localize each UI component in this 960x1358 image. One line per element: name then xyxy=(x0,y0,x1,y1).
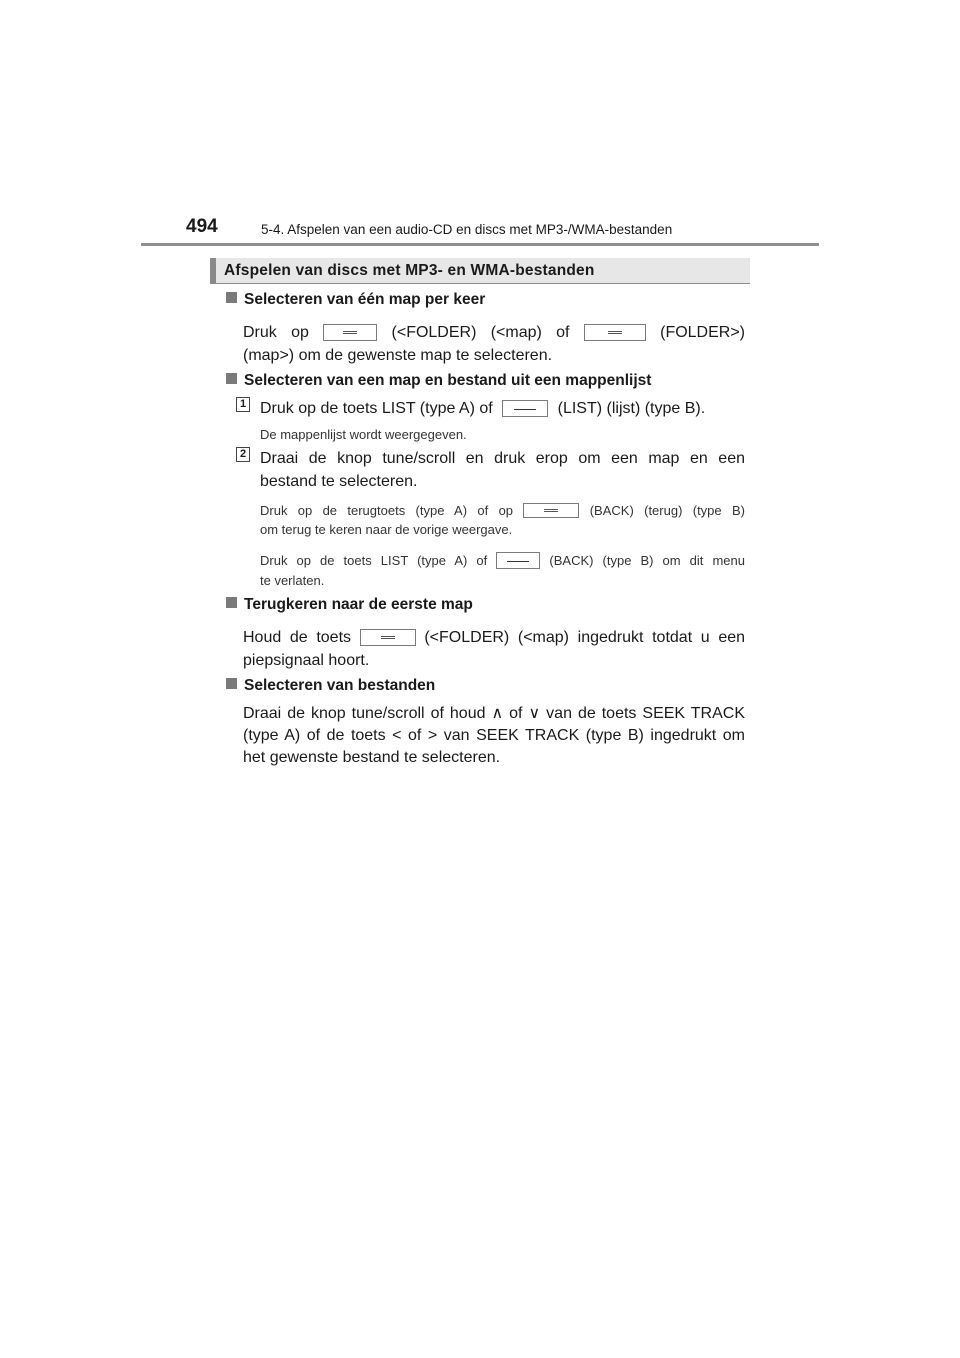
step2-text-line2: bestand te selecteren. xyxy=(260,473,418,490)
button-glyph xyxy=(608,331,622,334)
paragraph-select-folder-line1: Druk op (<FOLDER) (<map) of (FOLDER>) xyxy=(243,324,746,341)
header-divider xyxy=(141,243,819,246)
back-button-b-icon xyxy=(496,552,540,569)
step1-text: Druk op de toets LIST (type A) of (LIST) (lijst) (type B). xyxy=(260,400,706,417)
subheading-first-folder: Terugkeren naar de eerste map xyxy=(226,596,473,614)
button-glyph xyxy=(343,331,357,334)
page-number: 494 xyxy=(186,216,218,237)
square-bullet-icon xyxy=(226,373,237,384)
folder-up-button-icon xyxy=(584,324,646,341)
folder-down-button-icon xyxy=(360,629,416,646)
note-back-line1: Druk op de terugtoets (type A) of op (BACK) (terug) (type B) xyxy=(260,503,745,518)
note-list-shown: De mappenlijst wordt weergegeven. xyxy=(260,427,467,442)
button-glyph xyxy=(544,509,558,512)
button-line xyxy=(514,409,536,410)
subheading-select-files: Selecteren van bestanden xyxy=(226,677,435,695)
back-button-icon xyxy=(523,503,579,518)
button-glyph xyxy=(381,636,395,639)
paragraph-first-folder-line1: Houd de toets (<FOLDER) (<map) ingedrukt totdat u een xyxy=(243,629,746,646)
paragraph-select-folder-line2: (map>) om de gewenste map te selecteren. xyxy=(243,347,553,364)
step-number-1: 1 xyxy=(236,397,250,412)
note-exit-line2: te verlaten. xyxy=(260,573,325,588)
square-bullet-icon xyxy=(226,678,237,689)
step2-text-line1: Draai de knop tune/scroll en druk erop om een map en een xyxy=(260,450,745,467)
chapter-title: 5-4. Afspelen van een audio-CD en discs met MP3-/WMA-bestanden xyxy=(261,222,673,237)
note-back-line2: om terug te keren naar de vorige weergave. xyxy=(260,522,513,537)
list-button-icon xyxy=(502,400,548,417)
section-title: Afspelen van discs met MP3- en WMA-bestanden xyxy=(224,262,595,279)
step-number-2: 2 xyxy=(236,447,250,462)
paragraph-select-files-line2: (type A) of de toets < of > van SEEK TRACK (type B) ingedrukt om xyxy=(243,727,745,744)
subheading-select-folder: Selecteren van één map per keer xyxy=(226,291,485,309)
button-line xyxy=(507,561,529,562)
paragraph-first-folder-line2: piepsignaal hoort. xyxy=(243,652,370,669)
square-bullet-icon xyxy=(226,292,237,303)
note-exit-line1: Druk op de toets LIST (type A) of (BACK) (type B) om dit menu xyxy=(260,553,745,568)
square-bullet-icon xyxy=(226,597,237,608)
folder-down-button-icon xyxy=(323,324,377,341)
subheading-folder-list: Selecteren van een map en bestand uit een mappenlijst xyxy=(226,372,651,390)
paragraph-select-files-line3: het gewenste bestand te selecteren. xyxy=(243,749,501,766)
paragraph-select-files-line1: Draai de knop tune/scroll of houd ∧ of ∨ van de toets SEEK TRACK xyxy=(243,705,745,722)
